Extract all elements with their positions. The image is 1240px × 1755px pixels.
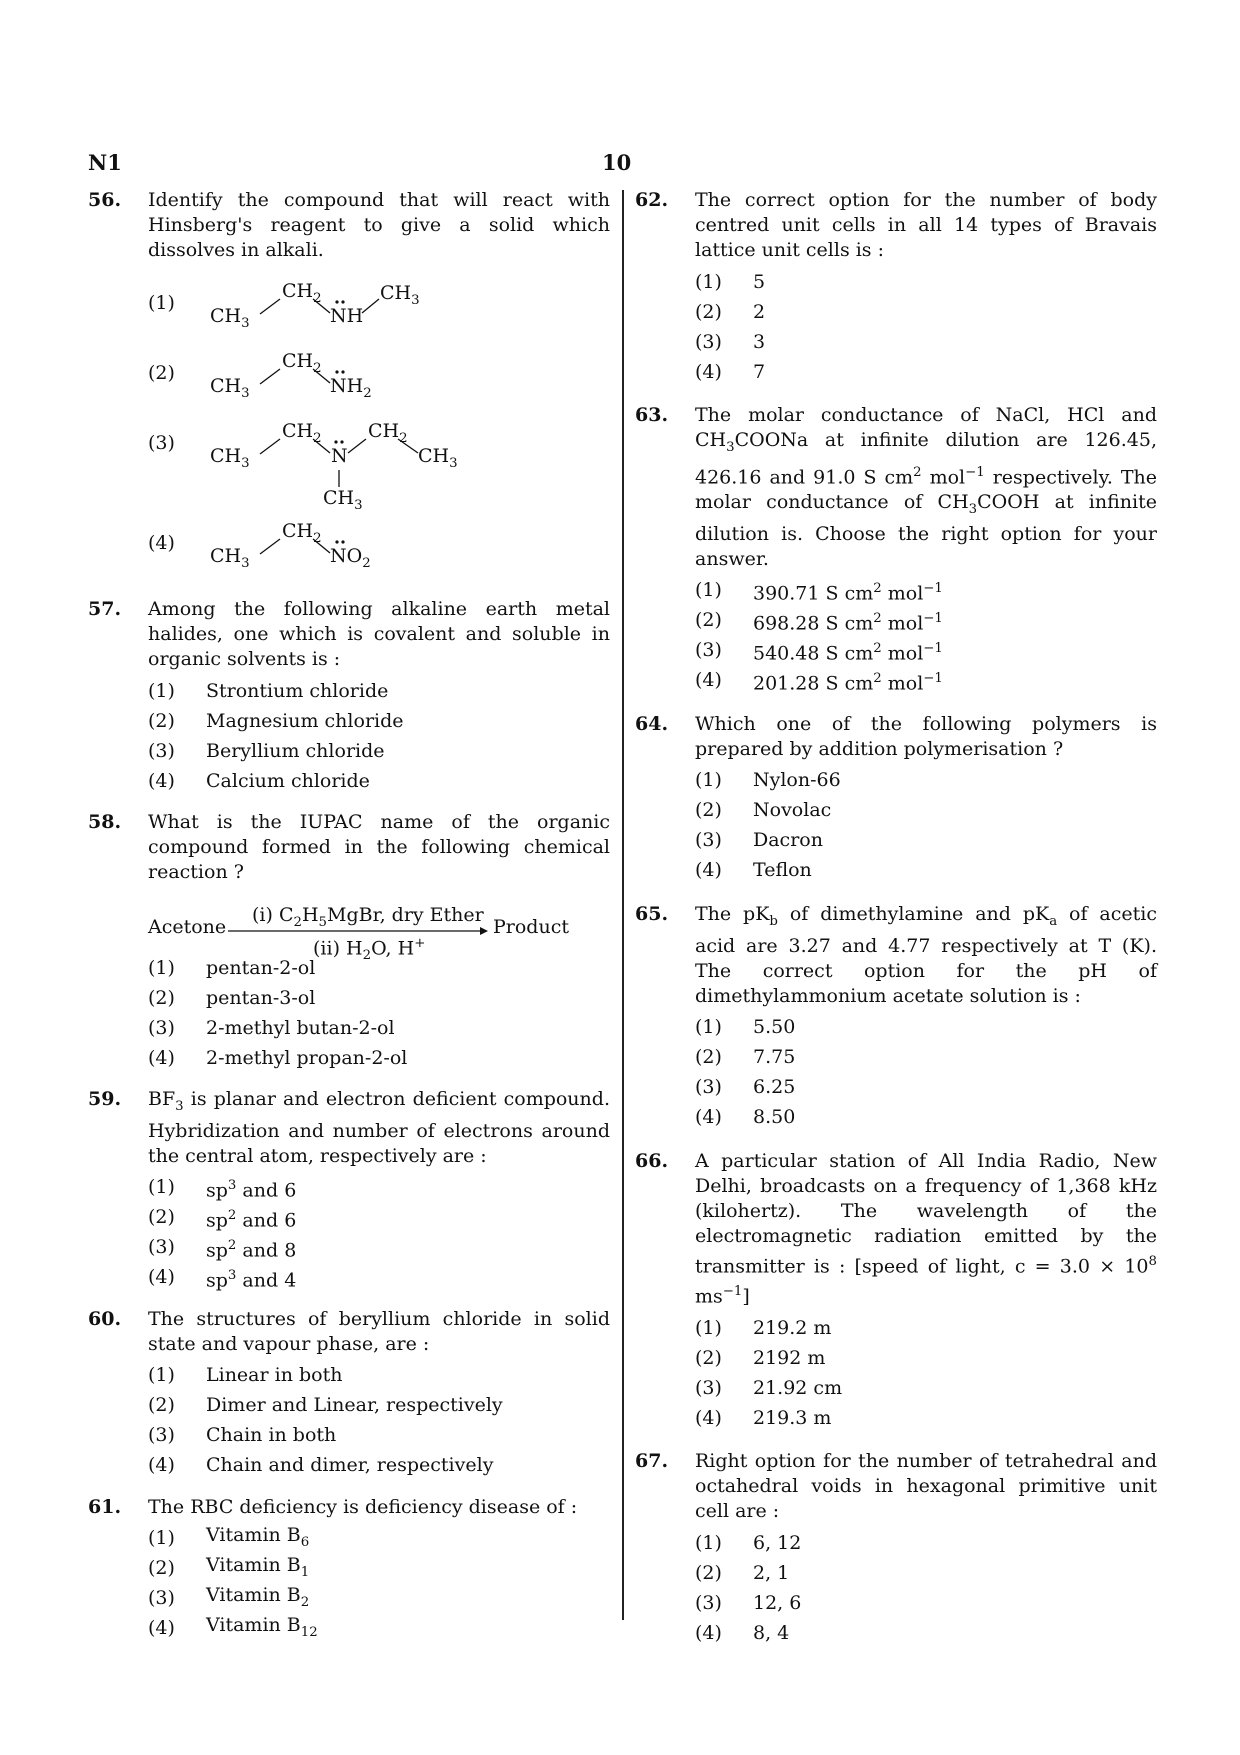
no2-group: $NO_2$ xyxy=(330,545,371,571)
option-4: (4) 201.28 S $cm^2$ mol$^{-1}$ xyxy=(695,669,943,695)
question-stem: The molar conductance of NaCl, HCl and $CH_3COONa$ at infinite dilution are 126.45, 426.16 and 91.0 S $cm^2$ mol$^{-1}$ respectively. The molar conductance of $CH_3COOH$ at infinite dilution is. Choose the right option for your answer. xyxy=(695,404,1157,570)
option-3: (3) 12, 6 xyxy=(695,1591,802,1614)
option-4: (4) 219.3 m xyxy=(695,1406,832,1429)
question-58 xyxy=(88,810,610,885)
question-number: 56. xyxy=(88,189,122,211)
option-1: (1) 5.50 xyxy=(695,1016,796,1039)
option-2: (2) 2192 m xyxy=(695,1346,826,1369)
option-number: (4) xyxy=(148,532,175,554)
question-number: 60. xyxy=(88,1307,122,1330)
option-3: (3) 540.48 S $cm^2$ mol$^{-1}$ xyxy=(695,639,943,665)
question-57 xyxy=(88,597,610,796)
option-number: (1) xyxy=(148,292,175,314)
ch3-group: $CH_3$ xyxy=(323,487,363,513)
question-stem: The $pK_b$ of dimethylamine and $pK_a$ of acetic acid are 3.27 and 4.77 respectively at T (K). The correct option for the pH of dimethylammonium acetate solution is : xyxy=(695,902,1157,1007)
option-number: (2) xyxy=(148,362,175,384)
question-65 xyxy=(635,902,1157,1133)
option-3: (3) 21.92 cm xyxy=(695,1376,843,1399)
column-divider xyxy=(622,190,624,1620)
option-2: (2) Vitamin $B_1$ xyxy=(148,1553,310,1580)
question-62 xyxy=(635,188,1157,387)
question-59 xyxy=(88,1087,610,1293)
question-stem: What is the IUPAC name of the organic compound formed in the following chemical reaction ? xyxy=(148,811,610,883)
question-63 xyxy=(635,403,1157,696)
ch3-group: $CH_3$ xyxy=(380,282,420,308)
question-number: 65. xyxy=(635,902,669,925)
option-4: (4) 8, 4 xyxy=(695,1621,790,1644)
question-number: 61. xyxy=(88,1495,122,1518)
question-number: 64. xyxy=(635,712,669,735)
option-4: (4) Calcium chloride xyxy=(148,769,370,792)
left-column xyxy=(88,188,610,1644)
right-column xyxy=(635,188,1157,1648)
option-2: (2) 2, 1 xyxy=(695,1561,790,1584)
ch3-group: $CH_3$ xyxy=(418,445,458,471)
ch3-group: $CH_3$ xyxy=(210,545,250,571)
reaction-condition-1: (i) $C_2H_5MgBr$, dry Ether xyxy=(252,904,484,930)
reaction-condition-2: (ii) $H_2O$, H+ xyxy=(313,936,426,964)
ch2-group: $CH_2$ xyxy=(368,420,408,446)
nitrogen-atom: N xyxy=(331,445,348,467)
question-stem: The correct option for the number of body centred unit cells in all 14 types of Bravais lattice unit cells is : xyxy=(695,189,1157,261)
option-4-structure xyxy=(148,509,610,579)
ch2-group: $CH_2$ xyxy=(282,350,322,376)
question-stem: A particular station of All India Radio, New Delhi, broadcasts on a frequency of 1,368 kHz (kilohertz). The wavelength of the electromagnetic radiation emitted by the transmitter is : [speed of light, $c = 3.0 \times 10^8$ $ms^{-1}$] xyxy=(695,1149,1157,1308)
option-1-structure xyxy=(148,269,610,339)
option-1: (1) 390.71 S $cm^2$ mol$^{-1}$ xyxy=(695,579,943,605)
nh2-group: $NH_2$ xyxy=(330,375,372,401)
option-2: (2) 2 xyxy=(695,300,766,323)
option-4: (4) $sp^3$ and 4 xyxy=(148,1266,297,1291)
question-64 xyxy=(635,712,1157,886)
option-1: (1) pentan-2-ol xyxy=(148,956,316,979)
question-stem: Identify the compound that will react with Hinsberg's reagent to give a solid which dissolves in alkali. xyxy=(148,189,610,261)
option-4: (4) Teflon xyxy=(695,859,812,882)
option-1: (1) Vitamin $B_6$ xyxy=(148,1523,310,1550)
option-1: (1) 5 xyxy=(695,270,766,293)
option-2: (2) Dimer and Linear, respectively xyxy=(148,1394,503,1417)
option-2-structure xyxy=(148,339,610,409)
ch2-group: $CH_2$ xyxy=(282,280,322,306)
reactant-label: Acetone xyxy=(148,916,227,938)
option-4: (4) Vitamin $B_{12}$ xyxy=(148,1613,318,1640)
option-1: (1) $sp^3$ and 6 xyxy=(148,1176,297,1201)
question-67 xyxy=(635,1449,1157,1648)
option-2: (2) 7.75 xyxy=(695,1046,796,1069)
question-stem: Right option for the number of tetrahedral and octahedral voids in hexagonal primitive unit cell are : xyxy=(695,1450,1157,1523)
ch2-group: $CH_2$ xyxy=(282,420,322,446)
question-number: 67. xyxy=(635,1450,669,1473)
ch3-group: $CH_3$ xyxy=(210,305,250,331)
option-1: (1) Strontium chloride xyxy=(148,679,389,702)
question-stem: $BF_3$ is planar and electron deficient compound. Hybridization and number of electrons around the central atom, respectively are : xyxy=(148,1088,610,1167)
nh-group: NH xyxy=(330,305,364,327)
question-number: 59. xyxy=(88,1088,122,1110)
option-2: (2) Magnesium chloride xyxy=(148,709,404,732)
question-stem: Among the following alkaline earth metal halides, one which is covalent and soluble in organic solvents is : xyxy=(148,598,610,670)
option-number: (3) xyxy=(148,432,175,454)
option-4: (4) Chain and dimer, respectively xyxy=(148,1454,494,1477)
question-61 xyxy=(88,1495,610,1644)
option-1: (1) 219.2 m xyxy=(695,1316,832,1339)
option-3: (3) 6.25 xyxy=(695,1076,796,1099)
question-66 xyxy=(635,1149,1157,1434)
page-number: 10 xyxy=(602,150,632,175)
option-2: (2) 698.28 S $cm^2$ mol$^{-1}$ xyxy=(695,609,943,635)
question-60 xyxy=(88,1307,610,1481)
question-number: 66. xyxy=(635,1149,669,1172)
option-2: (2) Novolac xyxy=(695,799,832,822)
option-4: (4) 7 xyxy=(695,360,766,383)
option-4: (4) 8.50 xyxy=(695,1106,796,1129)
option-3: (3) Vitamin $B_2$ xyxy=(148,1583,310,1610)
option-3: (3) 2-methyl butan-2-ol xyxy=(148,1016,395,1039)
question-number: 63. xyxy=(635,404,669,426)
option-1: (1) 6, 12 xyxy=(695,1531,802,1554)
option-3: (3) Dacron xyxy=(695,829,823,852)
question-number: 62. xyxy=(635,189,669,211)
question-56 xyxy=(88,188,610,579)
option-3: (3) $sp^2$ and 8 xyxy=(148,1236,297,1261)
option-4: (4) 2-methyl propan-2-ol xyxy=(148,1046,408,1069)
question-number: 57. xyxy=(88,598,122,620)
question-stem: The structures of beryllium chloride in solid state and vapour phase, are : xyxy=(148,1307,610,1355)
option-3: (3) 3 xyxy=(695,330,766,353)
ch3-group: $CH_3$ xyxy=(210,375,250,401)
question-number: 58. xyxy=(88,811,122,833)
paper-code: N1 xyxy=(88,150,122,175)
product-label: Product xyxy=(493,916,569,938)
option-2: (2) $sp^2$ and 6 xyxy=(148,1206,297,1231)
ch2-group: $CH_2$ xyxy=(282,520,322,546)
ch3-group: $CH_3$ xyxy=(210,445,250,471)
question-stem: The RBC deficiency is deficiency disease of : xyxy=(148,1495,578,1518)
option-3-structure xyxy=(148,409,610,513)
reaction-scheme xyxy=(88,903,610,964)
option-3: (3) Beryllium chloride xyxy=(148,739,385,762)
option-1: (1) Linear in both xyxy=(148,1364,343,1387)
question-58-options xyxy=(88,953,610,1073)
option-2: (2) pentan-3-ol xyxy=(148,986,316,1009)
option-3: (3) Chain in both xyxy=(148,1424,337,1447)
question-stem: Which one of the following polymers is prepared by addition polymerisation ? xyxy=(695,712,1157,760)
option-1: (1) Nylon-66 xyxy=(695,769,841,792)
